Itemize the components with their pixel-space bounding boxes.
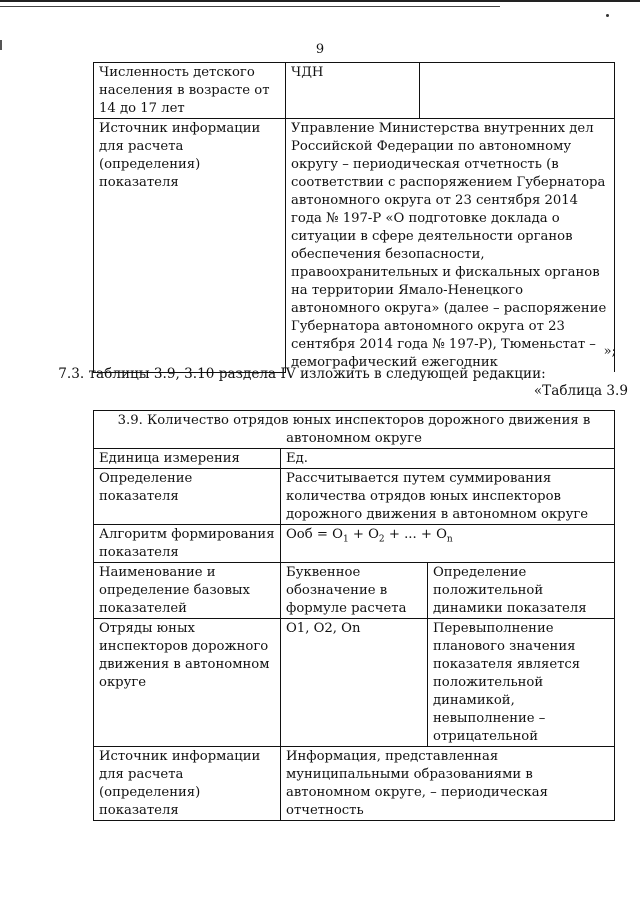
table-cell: [420, 63, 615, 119]
table-cell: Единица измерения: [94, 449, 281, 469]
table-cell: Перевыполнение планового значения показателя является положительной динамикой, невыполнение – отрицательной: [428, 619, 615, 747]
table-title: 3.9. Количество отрядов юных инспекторов дорожного движения в автономном округе: [94, 411, 615, 449]
formula-cell: [281, 525, 615, 563]
table-cell: Наименование и определение базовых показателей: [94, 563, 281, 619]
formula-lhs: Ооб = О: [286, 527, 343, 542]
table-cell: Определение положительной динамики показателя: [428, 563, 615, 619]
table-row: [94, 449, 615, 469]
table-3-9: [93, 410, 615, 821]
table-cell: Рассчитывается путем суммирования количества отрядов юных инспекторов дорожного движения в автономном округе: [281, 469, 615, 525]
table-cell: Информация, представленная муниципальными образованиями в автономном округе, – периодическая отчетность: [281, 747, 615, 821]
closing-quote-mark: »;: [603, 344, 616, 359]
table-cell: Источник информации для расчета (определения) показателя: [94, 747, 281, 821]
table-cell: Численность детского населения в возрасте от 14 до 17 лет: [94, 63, 286, 119]
table-cell: Ед.: [281, 449, 615, 469]
page-number: 9: [315, 42, 325, 57]
formula-sub: 1: [342, 534, 349, 545]
table-cell: Алгоритм формирования показателя: [94, 525, 281, 563]
table-cell: Отряды юных инспекторов дорожного движения в автономном округе: [94, 619, 281, 747]
table-row: [94, 747, 615, 821]
table-row: [94, 469, 615, 525]
formula-part: + О: [348, 527, 379, 542]
table-row: [94, 619, 615, 747]
table-cell: Источник информации для расчета (определения) показателя: [94, 119, 286, 373]
top-border-line: [0, 0, 640, 2]
table-cell: Определение показателя: [94, 469, 281, 525]
formula-sub: 2: [378, 534, 385, 545]
table-row: [94, 563, 615, 619]
table-row: [94, 63, 615, 119]
formula-part: + ... + О: [384, 527, 447, 542]
scan-speck: [606, 14, 609, 17]
table-row: [94, 119, 615, 373]
table-cell: Буквенное обозначение в формуле расчета: [281, 563, 428, 619]
top-border-line-2: [0, 6, 500, 7]
table-cell: ЧДН: [286, 63, 420, 119]
table-caption: «Таблица 3.9: [533, 383, 628, 399]
amendment-paragraph: 7.3. таблицы 3.9, 3.10 раздела IV изложить в следующей редакции:: [58, 366, 546, 382]
table-cell: Управление Министерства внутренних дел Российской Федерации по автономному округу – периодическая отчетность (в соответствии с распоряжением Губернатора автономного округа от 23 сентября 2014 года № 197-Р «О подготовке доклада о ситуации в сфере деятельности органов обеспечения безопасности, правоохранительных и фискальных органов на территории Ямало-Ненецкого автономного округа» (далее – распоряжение Губернатора автономного округа от 23 сентября 2014 года № 197-Р), Тюменьстат – демографический ежегодник: [286, 119, 615, 373]
table-cell: O1, O2, On: [281, 619, 428, 747]
table-row: [94, 411, 615, 449]
table-row: [94, 525, 615, 563]
formula-sub: n: [446, 534, 453, 545]
table-indicator-sources: [93, 62, 615, 373]
